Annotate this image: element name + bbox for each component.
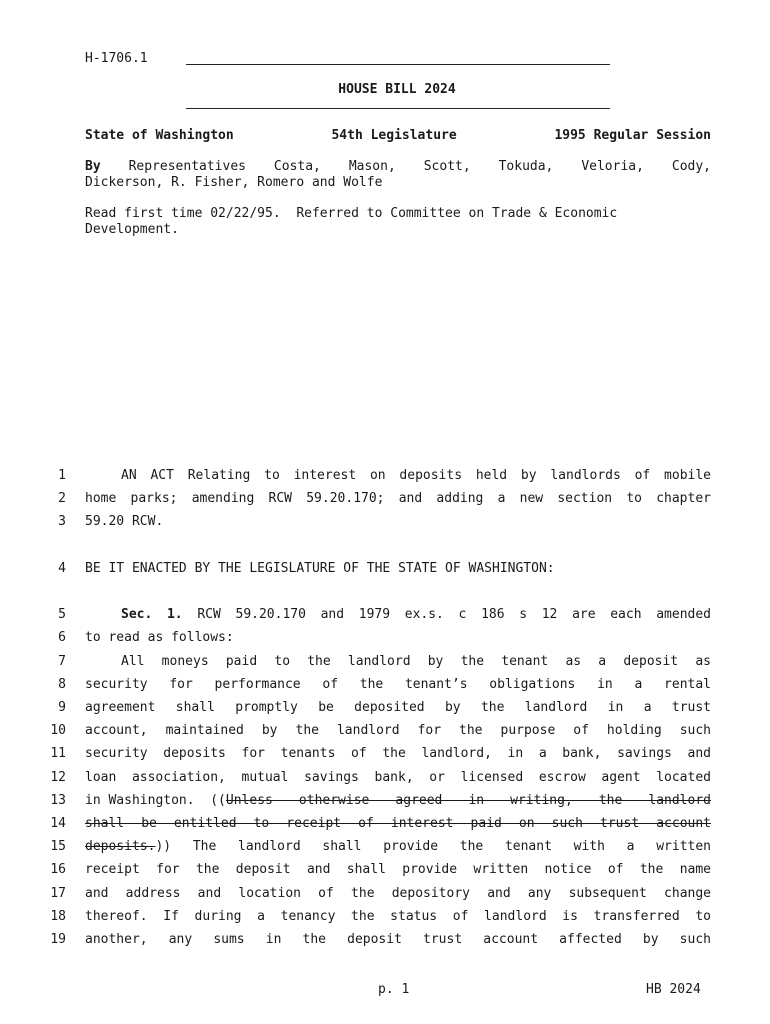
body-line-7: [85, 654, 711, 669]
legislature-label: 54th Legislature: [331, 128, 457, 143]
body-line-11: security deposits for tenants of the landlord, in a bank, savings and: [85, 746, 711, 761]
page-number: p. 1: [378, 982, 410, 997]
body-line-1: [85, 468, 711, 483]
state-label: State of Washington: [85, 128, 234, 143]
body-line-6: to read as follows:: [85, 630, 234, 645]
document-id: H-1706.1: [85, 51, 148, 66]
body-line-9: agreement shall promptly be deposited by the landlord in a trust: [85, 700, 711, 715]
line-number: 14: [50, 816, 66, 831]
sponsors-line-1: [85, 159, 711, 175]
line-number: 18: [50, 909, 66, 924]
body-line-15: [85, 839, 711, 854]
line-number: 4: [58, 561, 66, 576]
line-number: 16: [50, 862, 66, 877]
section-amend-text: RCW 59.20.170 and 1979 ex.s. c 186 s 12 are each amended: [197, 607, 711, 622]
body-line-7-text: All moneys paid to the landlord by the tenant as a deposit as: [121, 654, 711, 669]
line-number: 5: [58, 607, 66, 622]
body-line-13-text: in Washington. ((: [85, 793, 226, 808]
line-number: 12: [50, 770, 66, 785]
body-line-18: thereof. If during a tenancy the status of landlord is transferred to: [85, 909, 711, 924]
stricken-text-13: Unless otherwise agreed in writing, the landlord: [225, 793, 711, 808]
body-line-2: home parks; amending RCW 59.20.170; and adding a new section to chapter: [85, 491, 711, 506]
act-title-text-1: AN ACT Relating to interest on deposits held by landlords of mobile: [121, 468, 711, 483]
stricken-text-14: shall be entitled to receipt of interest paid on such trust account: [85, 816, 711, 831]
read-first-line-1: Read first time 02/22/95. Referred to Committee on Trade & Economic: [85, 206, 618, 221]
line-number: 7: [58, 654, 66, 669]
line-number: 3: [58, 514, 66, 529]
read-first-line-2: Development.: [85, 222, 179, 237]
body-line-12: loan association, mutual savings bank, or licensed escrow agent located: [85, 770, 711, 785]
line-number: 13: [50, 793, 66, 808]
line-number: 8: [58, 677, 66, 692]
line-number: 1: [58, 468, 66, 483]
sponsors-text-1: Representatives Costa, Mason, Scott, Tokuda, Veloria, Cody,: [128, 159, 711, 174]
body-line-17: and address and location of the depository and any subsequent change: [85, 886, 711, 901]
body-line-16: receipt for the deposit and shall provide written notice of the name: [85, 862, 711, 877]
body-line-10: account, maintained by the landlord for the purpose of holding such: [85, 723, 711, 738]
enacting-clause: BE IT ENACTED BY THE LEGISLATURE OF THE STATE OF WASHINGTON:: [85, 561, 555, 576]
body-line-15-text: )) The landlord shall provide the tenant with a written: [155, 839, 711, 854]
line-number: 17: [50, 886, 66, 901]
body-line-8: security for performance of the tenant’s obligations in a rental: [85, 677, 711, 692]
body-line-13: [85, 793, 711, 808]
line-number: 2: [58, 491, 66, 506]
body-line-3: 59.20 RCW.: [85, 514, 164, 529]
session-line: [85, 128, 711, 144]
line-number: 9: [58, 700, 66, 715]
body-line-5: [85, 607, 711, 622]
line-number: 6: [58, 630, 66, 645]
by-label: By: [85, 159, 101, 174]
header-rule-bottom: [186, 108, 610, 109]
line-number: 19: [50, 932, 66, 947]
sponsors-line-2: Dickerson, R. Fisher, Romero and Wolfe: [85, 175, 383, 190]
line-number: 10: [50, 723, 66, 738]
line-number: 15: [50, 839, 66, 854]
footer-bill-id: HB 2024: [646, 982, 701, 997]
stricken-text-15: deposits.: [85, 839, 156, 854]
body-line-19: another, any sums in the deposit trust account affected by such: [85, 932, 711, 947]
section-label: Sec. 1.: [121, 607, 183, 622]
session-label: 1995 Regular Session: [554, 128, 711, 143]
line-number: 11: [50, 746, 66, 761]
bill-title: HOUSE BILL 2024: [338, 82, 456, 97]
header-rule-top: [186, 64, 610, 65]
